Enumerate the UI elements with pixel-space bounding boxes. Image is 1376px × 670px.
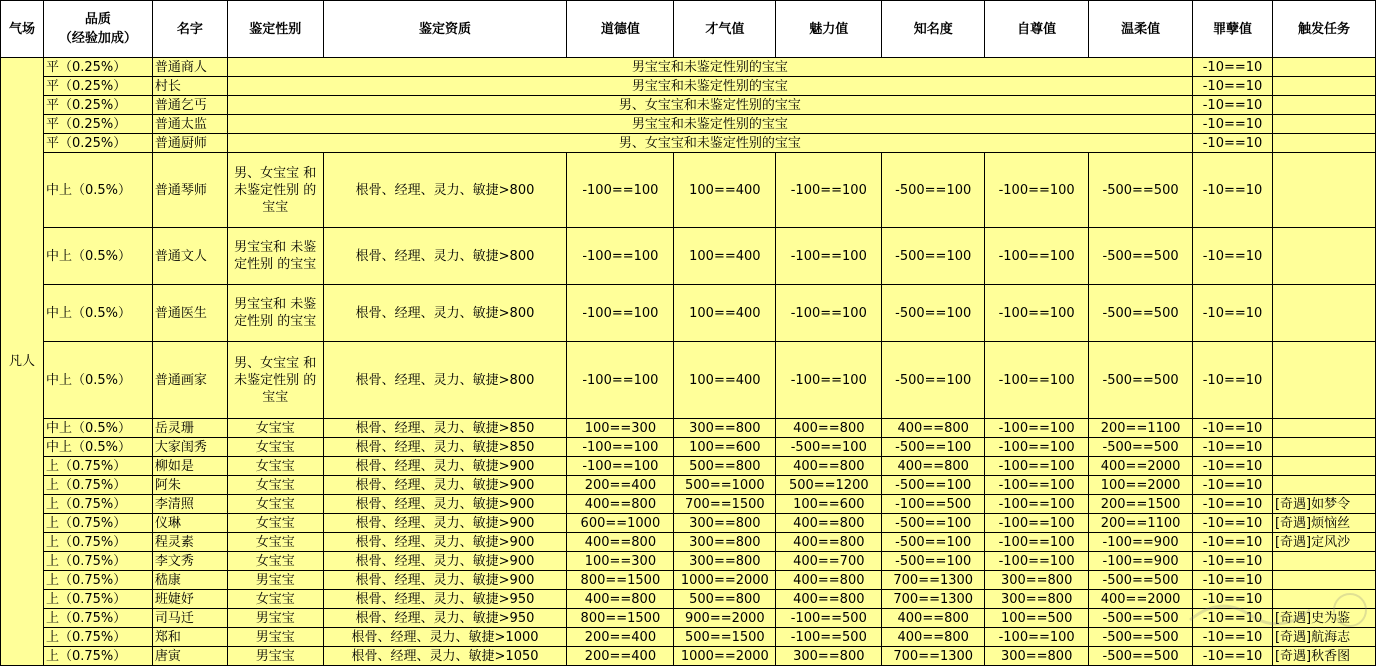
charm-cell: 400==700 [776,552,882,571]
talent-cell: 100==400 [674,342,776,419]
charm-cell: -100==500 [776,628,882,647]
gentle-cell: -500==500 [1089,342,1193,419]
name-cell: 普通乞丐 [152,96,227,115]
charm-cell: 400==800 [776,457,882,476]
gender-cell: 男、女宝宝 和 未鉴定性别 的宝宝 [227,342,323,419]
aptitude-cell: 根骨、经理、灵力、敏捷>800 [323,228,567,285]
quality-cell: 上（0.75%） [43,609,152,628]
fame-cell: -100==500 [882,495,985,514]
moral-cell: -100==100 [567,285,674,342]
sin-cell: -10==10 [1193,58,1273,77]
fame-cell: 700==1300 [882,647,985,666]
table-row [1,77,1376,96]
col-header-gender: 鉴定性别 [227,1,323,58]
charm-cell: -500==100 [776,438,882,457]
name-cell: 普通医生 [152,285,227,342]
table-row [1,58,1376,77]
aptitude-cell: 根骨、经理、灵力、敏捷>900 [323,495,567,514]
moral-cell: 100==300 [567,552,674,571]
fame-cell: -500==100 [882,228,985,285]
moral-cell: -100==100 [567,438,674,457]
pride-cell: -100==100 [985,342,1089,419]
pride-cell: -100==100 [985,153,1089,228]
table-row [1,228,1376,285]
task-cell [1272,590,1375,609]
task-cell [1272,419,1375,438]
pride-cell: 300==800 [985,647,1089,666]
gender-cell: 女宝宝 [227,438,323,457]
charm-cell: 400==800 [776,533,882,552]
col-header-sin: 罪孽值 [1193,1,1273,58]
table-row [1,342,1376,419]
task-cell: [奇遇]如梦令 [1272,495,1375,514]
name-cell: 仪琳 [152,514,227,533]
talent-cell: 300==800 [674,533,776,552]
col-header-fame: 知名度 [882,1,985,58]
pride-cell: -100==100 [985,419,1089,438]
table-row [1,438,1376,457]
fame-cell: -500==100 [882,153,985,228]
gender-cell: 女宝宝 [227,590,323,609]
gentle-cell: 100==2000 [1089,476,1193,495]
charm-cell: -100==100 [776,285,882,342]
gentle-cell: -500==500 [1089,153,1193,228]
aptitude-cell: 根骨、经理、灵力、敏捷>900 [323,533,567,552]
table-row [1,609,1376,628]
name-cell: 普通太监 [152,115,227,134]
name-cell: 李清照 [152,495,227,514]
name-cell: 岳灵珊 [152,419,227,438]
pride-cell: -100==100 [985,457,1089,476]
gender-span-cell: 男宝宝和未鉴定性别的宝宝 [227,115,1192,134]
gentle-cell: -500==500 [1089,609,1193,628]
table-body [1,58,1376,666]
talent-cell: 100==400 [674,153,776,228]
aptitude-cell: 根骨、经理、灵力、敏捷>850 [323,419,567,438]
aptitude-cell: 根骨、经理、灵力、敏捷>800 [323,285,567,342]
quality-cell: 平（0.25%） [43,77,152,96]
moral-cell: -100==100 [567,228,674,285]
gender-cell: 女宝宝 [227,533,323,552]
fame-cell: 700==1300 [882,571,985,590]
quality-cell: 上（0.75%） [43,552,152,571]
sin-cell: -10==10 [1193,77,1273,96]
gender-cell: 女宝宝 [227,495,323,514]
talent-cell: 500==1500 [674,628,776,647]
table-row [1,533,1376,552]
gender-cell: 男宝宝 [227,609,323,628]
sin-cell: -10==10 [1193,476,1273,495]
charm-cell: 100==600 [776,495,882,514]
talent-cell: 1000==2000 [674,647,776,666]
col-header-aptitude: 鉴定资质 [323,1,567,58]
name-cell: 程灵素 [152,533,227,552]
task-cell [1272,438,1375,457]
table-row [1,96,1376,115]
talent-cell: 100==600 [674,438,776,457]
moral-cell: 400==800 [567,495,674,514]
qichang-cell: 凡人 [1,58,44,666]
table-row [1,115,1376,134]
table-row [1,514,1376,533]
sin-cell: -10==10 [1193,457,1273,476]
sin-cell: -10==10 [1193,115,1273,134]
pride-cell: -100==100 [985,228,1089,285]
col-header-qichang: 气场 [1,1,44,58]
fame-cell: -500==100 [882,285,985,342]
aptitude-cell: 根骨、经理、灵力、敏捷>900 [323,552,567,571]
table-row [1,134,1376,153]
charm-cell: -100==100 [776,342,882,419]
fame-cell: -500==100 [882,476,985,495]
quality-cell: 平（0.25%） [43,58,152,77]
name-cell: 普通琴师 [152,153,227,228]
task-cell [1272,228,1375,285]
quality-cell: 中上（0.5%） [43,153,152,228]
moral-cell: 800==1500 [567,609,674,628]
sin-cell: -10==10 [1193,134,1273,153]
pride-cell: -100==100 [985,552,1089,571]
col-header-task: 触发任务 [1272,1,1375,58]
task-cell [1272,58,1375,77]
sin-cell: -10==10 [1193,285,1273,342]
gentle-cell: -500==500 [1089,228,1193,285]
quality-cell: 平（0.25%） [43,134,152,153]
table-row [1,419,1376,438]
gender-cell: 女宝宝 [227,457,323,476]
moral-cell: -100==100 [567,342,674,419]
task-cell: [奇遇]烦恼丝 [1272,514,1375,533]
aptitude-cell: 根骨、经理、灵力、敏捷>850 [323,438,567,457]
fame-cell: 400==800 [882,609,985,628]
task-cell [1272,134,1375,153]
quality-cell: 上（0.75%） [43,514,152,533]
task-cell [1272,342,1375,419]
quality-cell: 上（0.75%） [43,533,152,552]
gentle-cell: 200==1100 [1089,419,1193,438]
gender-cell: 男宝宝和 未鉴定性别 的宝宝 [227,285,323,342]
fame-cell: -500==100 [882,438,985,457]
task-cell: [奇遇]史为鉴 [1272,609,1375,628]
sin-cell: -10==10 [1193,438,1273,457]
talent-cell: 300==800 [674,514,776,533]
header-row [1,1,1376,58]
name-cell: 唐寅 [152,647,227,666]
aptitude-cell: 根骨、经理、灵力、敏捷>800 [323,153,567,228]
sin-cell: -10==10 [1193,647,1273,666]
sin-cell: -10==10 [1193,419,1273,438]
gentle-cell: -500==500 [1089,647,1193,666]
gentle-cell: 400==2000 [1089,457,1193,476]
task-cell [1272,285,1375,342]
quality-cell: 上（0.75%） [43,476,152,495]
task-cell [1272,77,1375,96]
name-cell: 李文秀 [152,552,227,571]
aptitude-cell: 根骨、经理、灵力、敏捷>950 [323,609,567,628]
gender-span-cell: 男宝宝和未鉴定性别的宝宝 [227,58,1192,77]
charm-cell: 400==800 [776,514,882,533]
table-row [1,153,1376,228]
pride-cell: -100==100 [985,628,1089,647]
gentle-cell: -100==900 [1089,552,1193,571]
quality-cell: 中上（0.5%） [43,285,152,342]
sin-cell: -10==10 [1193,552,1273,571]
aptitude-cell: 根骨、经理、灵力、敏捷>900 [323,476,567,495]
charm-cell: 500==1200 [776,476,882,495]
talent-cell: 100==400 [674,228,776,285]
talent-cell: 300==800 [674,552,776,571]
table-row [1,571,1376,590]
moral-cell: 100==300 [567,419,674,438]
moral-cell: 400==800 [567,533,674,552]
moral-cell: -100==100 [567,457,674,476]
talent-cell: 700==1500 [674,495,776,514]
name-cell: 班婕妤 [152,590,227,609]
task-cell [1272,457,1375,476]
quality-cell: 平（0.25%） [43,96,152,115]
pride-cell: 300==800 [985,571,1089,590]
gentle-cell: -500==500 [1089,438,1193,457]
gender-cell: 女宝宝 [227,514,323,533]
gentle-cell: 200==1100 [1089,514,1193,533]
fame-cell: -500==100 [882,533,985,552]
sin-cell: -10==10 [1193,590,1273,609]
table-row [1,476,1376,495]
task-cell [1272,552,1375,571]
fame-cell: -500==100 [882,514,985,533]
gender-cell: 男宝宝 [227,571,323,590]
name-cell: 村长 [152,77,227,96]
aptitude-cell: 根骨、经理、灵力、敏捷>900 [323,571,567,590]
gentle-cell: -500==500 [1089,571,1193,590]
moral-cell: -100==100 [567,153,674,228]
talent-cell: 300==800 [674,419,776,438]
gentle-cell: -500==500 [1089,285,1193,342]
col-header-pride: 自尊值 [985,1,1089,58]
col-header-talent: 才气值 [674,1,776,58]
name-cell: 嵇康 [152,571,227,590]
task-cell: [奇遇]航海志 [1272,628,1375,647]
quality-cell: 中上（0.5%） [43,342,152,419]
pride-cell: -100==100 [985,438,1089,457]
sin-cell: -10==10 [1193,495,1273,514]
name-cell: 大家闺秀 [152,438,227,457]
col-header-gentle: 温柔值 [1089,1,1193,58]
sin-cell: -10==10 [1193,153,1273,228]
col-header-name: 名字 [152,1,227,58]
sin-cell: -10==10 [1193,228,1273,285]
aptitude-cell: 根骨、经理、灵力、敏捷>950 [323,590,567,609]
col-header-quality: 品质 （经验加成） [43,1,152,58]
moral-cell: 200==400 [567,628,674,647]
name-cell: 普通文人 [152,228,227,285]
gender-cell: 男、女宝宝 和 未鉴定性别 的宝宝 [227,153,323,228]
moral-cell: 200==400 [567,476,674,495]
talent-cell: 500==1000 [674,476,776,495]
name-cell: 柳如是 [152,457,227,476]
col-header-charm: 魅力值 [776,1,882,58]
name-cell: 普通厨师 [152,134,227,153]
sin-cell: -10==10 [1193,514,1273,533]
task-cell [1272,96,1375,115]
talent-cell: 100==400 [674,285,776,342]
col-header-moral: 道德值 [567,1,674,58]
charm-cell: 400==800 [776,571,882,590]
gentle-cell: 200==1500 [1089,495,1193,514]
moral-cell: 200==400 [567,647,674,666]
gender-cell: 男宝宝 [227,628,323,647]
name-cell: 郑和 [152,628,227,647]
sin-cell: -10==10 [1193,96,1273,115]
table-row [1,495,1376,514]
gender-cell: 女宝宝 [227,476,323,495]
task-cell: [奇遇]定风沙 [1272,533,1375,552]
task-cell [1272,571,1375,590]
table-row [1,285,1376,342]
aptitude-cell: 根骨、经理、灵力、敏捷>1000 [323,628,567,647]
table-row [1,647,1376,666]
pride-cell: -100==100 [985,476,1089,495]
name-cell: 普通商人 [152,58,227,77]
quality-cell: 中上（0.5%） [43,438,152,457]
aptitude-cell: 根骨、经理、灵力、敏捷>900 [323,457,567,476]
aptitude-cell: 根骨、经理、灵力、敏捷>1050 [323,647,567,666]
quality-cell: 中上（0.5%） [43,228,152,285]
table-row [1,628,1376,647]
fame-cell: 400==800 [882,419,985,438]
quality-cell: 上（0.75%） [43,590,152,609]
talent-cell: 1000==2000 [674,571,776,590]
fame-cell: -500==100 [882,342,985,419]
pride-cell: 300==800 [985,590,1089,609]
fame-cell: 400==800 [882,457,985,476]
task-cell [1272,115,1375,134]
charm-cell: -100==500 [776,609,882,628]
charm-cell: -100==100 [776,153,882,228]
talent-cell: 900==2000 [674,609,776,628]
name-cell: 普通画家 [152,342,227,419]
table-row [1,590,1376,609]
pride-cell: -100==100 [985,533,1089,552]
sin-cell: -10==10 [1193,609,1273,628]
sin-cell: -10==10 [1193,533,1273,552]
sin-cell: -10==10 [1193,628,1273,647]
charm-cell: 400==800 [776,419,882,438]
quality-cell: 上（0.75%） [43,457,152,476]
pride-cell: 100==500 [985,609,1089,628]
fame-cell: -500==100 [882,552,985,571]
charm-cell: 300==800 [776,647,882,666]
name-cell: 阿朱 [152,476,227,495]
fame-cell: 700==1300 [882,590,985,609]
gender-cell: 女宝宝 [227,552,323,571]
table-row [1,457,1376,476]
gender-cell: 女宝宝 [227,419,323,438]
gender-span-cell: 男宝宝和未鉴定性别的宝宝 [227,77,1192,96]
talent-cell: 500==800 [674,590,776,609]
task-cell [1272,476,1375,495]
quality-cell: 上（0.75%） [43,628,152,647]
charm-cell: 400==800 [776,590,882,609]
quality-cell: 平（0.25%） [43,115,152,134]
quality-cell: 中上（0.5%） [43,419,152,438]
gender-cell: 男宝宝和 未鉴定性别 的宝宝 [227,228,323,285]
task-cell [1272,153,1375,228]
name-cell: 司马迁 [152,609,227,628]
aptitude-cell: 根骨、经理、灵力、敏捷>900 [323,514,567,533]
gender-span-cell: 男、女宝宝和未鉴定性别的宝宝 [227,134,1192,153]
gender-cell: 男宝宝 [227,647,323,666]
talent-cell: 500==800 [674,457,776,476]
pride-cell: -100==100 [985,495,1089,514]
aptitude-cell: 根骨、经理、灵力、敏捷>800 [323,342,567,419]
gentle-cell: -500==500 [1089,628,1193,647]
gentle-cell: 400==2000 [1089,590,1193,609]
moral-cell: 600==1000 [567,514,674,533]
moral-cell: 400==800 [567,590,674,609]
gender-span-cell: 男、女宝宝和未鉴定性别的宝宝 [227,96,1192,115]
quality-cell: 上（0.75%） [43,495,152,514]
charm-cell: -100==100 [776,228,882,285]
gentle-cell: -100==900 [1089,533,1193,552]
sin-cell: -10==10 [1193,342,1273,419]
quality-cell: 上（0.75%） [43,647,152,666]
quality-cell: 上（0.75%） [43,571,152,590]
pride-cell: -100==100 [985,285,1089,342]
fame-cell: 400==800 [882,628,985,647]
moral-cell: 800==1500 [567,571,674,590]
sin-cell: -10==10 [1193,571,1273,590]
pride-cell: -100==100 [985,514,1089,533]
table-row [1,552,1376,571]
task-cell: [奇遇]秋香图 [1272,647,1375,666]
